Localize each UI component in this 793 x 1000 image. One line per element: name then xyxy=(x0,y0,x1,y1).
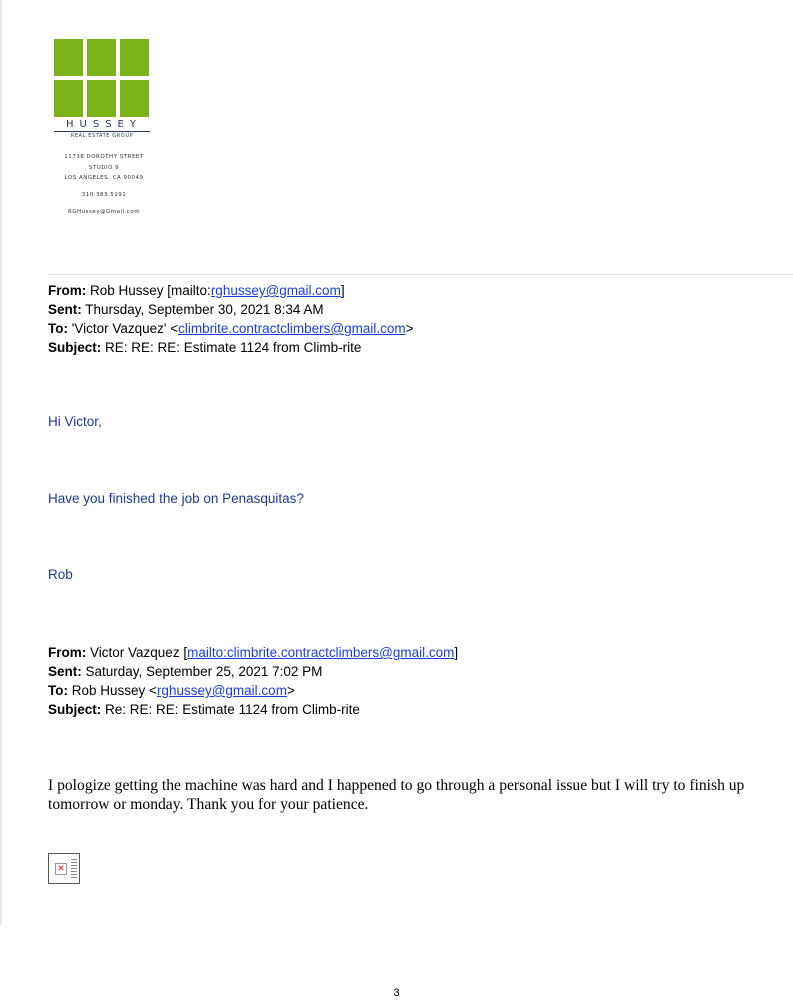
from-label: From: xyxy=(48,283,87,298)
logo-phone: 310.383.5191 xyxy=(81,192,127,198)
from-close: ] xyxy=(340,283,345,298)
logo-address-line2: STUDIO 9 xyxy=(88,165,120,171)
from-name: Rob Hussey [mailto: xyxy=(90,283,211,298)
from-close: ] xyxy=(454,645,459,660)
email2-sent-line xyxy=(48,662,458,681)
logo-square xyxy=(87,39,116,76)
logo-grid-icon xyxy=(54,36,150,117)
to-label: To: xyxy=(48,321,68,336)
to-name: Rob Hussey < xyxy=(71,683,157,698)
email2-header xyxy=(48,643,458,719)
subject-label: Subject: xyxy=(48,340,102,355)
to-close: > xyxy=(405,321,414,336)
from-email-link[interactable]: rghussey@gmail.com xyxy=(210,283,341,298)
header-divider xyxy=(48,274,793,275)
to-name: 'Victor Vazquez' < xyxy=(71,321,179,336)
email1-subject-line xyxy=(48,338,414,357)
logo-square xyxy=(120,39,149,76)
logo-square xyxy=(87,80,116,117)
sent-label: Sent: xyxy=(48,664,82,679)
sent-label: Sent: xyxy=(48,302,82,317)
to-label: To: xyxy=(48,683,68,698)
from-name: Victor Vazquez [ xyxy=(90,645,188,660)
from-label: From: xyxy=(48,645,87,660)
email1-signature: Rob xyxy=(48,567,73,582)
email1-header xyxy=(48,281,414,357)
logo-square xyxy=(54,80,83,117)
broken-image-icon xyxy=(48,853,80,884)
to-email-link[interactable]: climbrite.contractclimbers@gmail.com xyxy=(178,321,406,336)
page-left-border xyxy=(0,0,2,925)
logo-email: RGHussey@Gmail.com xyxy=(67,209,141,215)
to-close: > xyxy=(286,683,295,698)
logo-address-line1: 11738 DOROTHY STREET xyxy=(64,154,144,160)
subject-label: Subject: xyxy=(48,702,102,717)
broken-image-x-icon: ✕ xyxy=(55,863,67,875)
logo-company-name: HUSSEY xyxy=(66,119,142,130)
logo-divider xyxy=(54,131,150,132)
logo-square xyxy=(120,80,149,117)
sent-value: Saturday, September 25, 2021 7:02 PM xyxy=(85,664,323,679)
logo-square xyxy=(54,39,83,76)
email2-to-line xyxy=(48,681,458,700)
broken-image-lines xyxy=(71,859,77,879)
from-email-link[interactable]: mailto:climbrite.contractclimbers@gmail.com xyxy=(187,645,455,660)
logo-tagline: REAL ESTATE GROUP xyxy=(70,133,134,139)
to-email-link[interactable]: rghussey@gmail.com xyxy=(156,683,287,698)
page-number: 3 xyxy=(393,987,400,999)
subject-value: Re: RE: RE: Estimate 1124 from Climb-rite xyxy=(105,702,360,717)
email1-body: Have you finished the job on Penasquitas? xyxy=(48,491,304,506)
email1-to-line xyxy=(48,319,414,338)
subject-value: RE: RE: RE: Estimate 1124 from Climb-rite xyxy=(105,340,362,355)
email1-from-line xyxy=(48,281,414,300)
logo-address-line3: LOS ANGELES, CA 90049 xyxy=(64,175,144,181)
email2-body: I pologize getting the machine was hard and I happened to go through a personal issue but I will try to finish up tomorrow or monday. Thank you for your patience. xyxy=(48,777,745,813)
sent-value: Thursday, September 30, 2021 8:34 AM xyxy=(85,302,324,317)
email1-greeting: Hi Victor, xyxy=(48,414,102,429)
email2-from-line xyxy=(48,643,458,662)
email2-subject-line xyxy=(48,700,458,719)
email1-sent-line xyxy=(48,300,414,319)
